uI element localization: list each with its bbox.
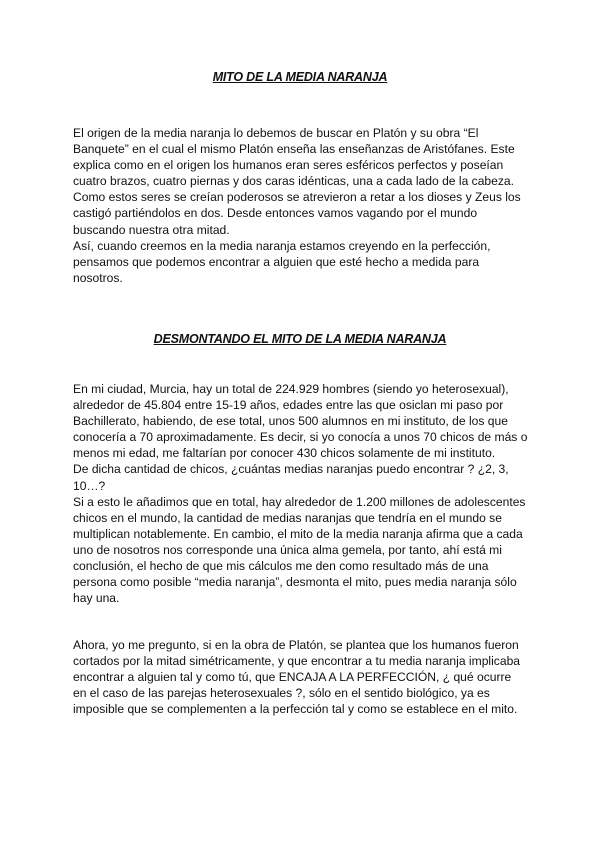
text-line: en el caso de las parejas heterosexuales ?, sólo en el sentido biológico, ya es bbox=[73, 686, 490, 701]
text-line: Así, cuando creemos en la media naranja estamos creyendo en la perfección, bbox=[73, 238, 491, 253]
text-line: De dicha cantidad de chicos, ¿cuántas medias naranjas puedo encontrar ? ¿2, 3, bbox=[73, 462, 509, 477]
text-line: chicos en el mundo, la cantidad de medias naranjas que tendría en el mundo se bbox=[73, 510, 502, 525]
text-line: uno de nosotros nos corresponde una única alma gemela, por tanto, ahí está mi bbox=[73, 542, 502, 557]
text-line: 10…? bbox=[73, 478, 106, 493]
text-line: cuatro brazos, cuatro piernas y dos caras idénticas, una a cada lado de la cabeza. bbox=[73, 174, 515, 189]
text-line: castigó partiéndolos en dos. Desde entonces vamos vagando por el mundo bbox=[73, 206, 478, 221]
text-line: Ahora, yo me pregunto, si en la obra de Platón, se plantea que los humanos fueron bbox=[73, 638, 519, 652]
text-line: menos mi edad, me faltarían por conocer 430 chicos solamente de mi instituto. bbox=[73, 446, 496, 461]
text-line: pensamos que podemos encontrar a alguien que esté hecho a medida para bbox=[73, 254, 480, 269]
text-line: multiplican notablemente. En cambio, el mito de la media naranja afirma que a cada bbox=[73, 526, 523, 541]
text-line: Como estos seres se creían poderosos se atrevieron a retar a los dioses y Zeus los bbox=[73, 190, 521, 205]
text-line: buscando nuestra otra mitad. bbox=[73, 222, 230, 237]
text-line: El origen de la media naranja lo debemos de buscar en Platón y su obra “El bbox=[73, 126, 479, 140]
text-line: nosotros. bbox=[73, 270, 123, 285]
title-desmontando: DESMONTANDO EL MITO DE LA MEDIA NARANJA bbox=[153, 332, 447, 346]
text-line: imposible que se complementen a la perfección tal y como se establece en el mito. bbox=[73, 702, 518, 717]
text-line: hay una. bbox=[73, 591, 120, 606]
paragraph-pregunta bbox=[73, 637, 533, 717]
text-line: Banquete” en el cual el mismo Platón enseña las enseñanzas de Aristófanes. Este bbox=[73, 142, 515, 157]
paragraph-calculos bbox=[73, 381, 533, 606]
text-line: explica como en el origen los humanos eran seres esféricos perfectos y poseían bbox=[73, 158, 504, 173]
text-line: Bachillerato, habiendo, de ese total, unos 500 alumnos en mi instituto, de los que bbox=[73, 414, 508, 429]
text-line: conclusión, el hecho de que mis cálculos me den como resultado más de una bbox=[73, 559, 489, 574]
text-line: En mi ciudad, Murcia, hay un total de 224.929 hombres (siendo yo heterosexual), bbox=[73, 382, 509, 396]
text-line: conocería a 70 aproximadamente. Es decir, si yo conocía a unos 70 chicos de más o bbox=[73, 430, 528, 445]
text-line: persona como posible “media naranja”, desmonta el mito, pues media naranja sólo bbox=[73, 575, 517, 590]
title-mito: MITO DE LA MEDIA NARANJA bbox=[212, 70, 388, 84]
text-line: cortados por la mitad simétricamente, y que encontrar a tu media naranja implicaba bbox=[73, 654, 521, 669]
text-line: encontrar a alguien tal y como tú, que ENCAJA A LA PERFECCIÓN, ¿ qué ocurre bbox=[73, 670, 512, 685]
text-line: Si a esto le añadimos que en total, hay alrededor de 1.200 millones de adolescentes bbox=[73, 494, 526, 509]
paragraph-origen bbox=[73, 125, 533, 286]
text-line: alrededor de 45.804 entre 15-19 años, edades entre las que osiclan mi paso por bbox=[73, 398, 504, 413]
